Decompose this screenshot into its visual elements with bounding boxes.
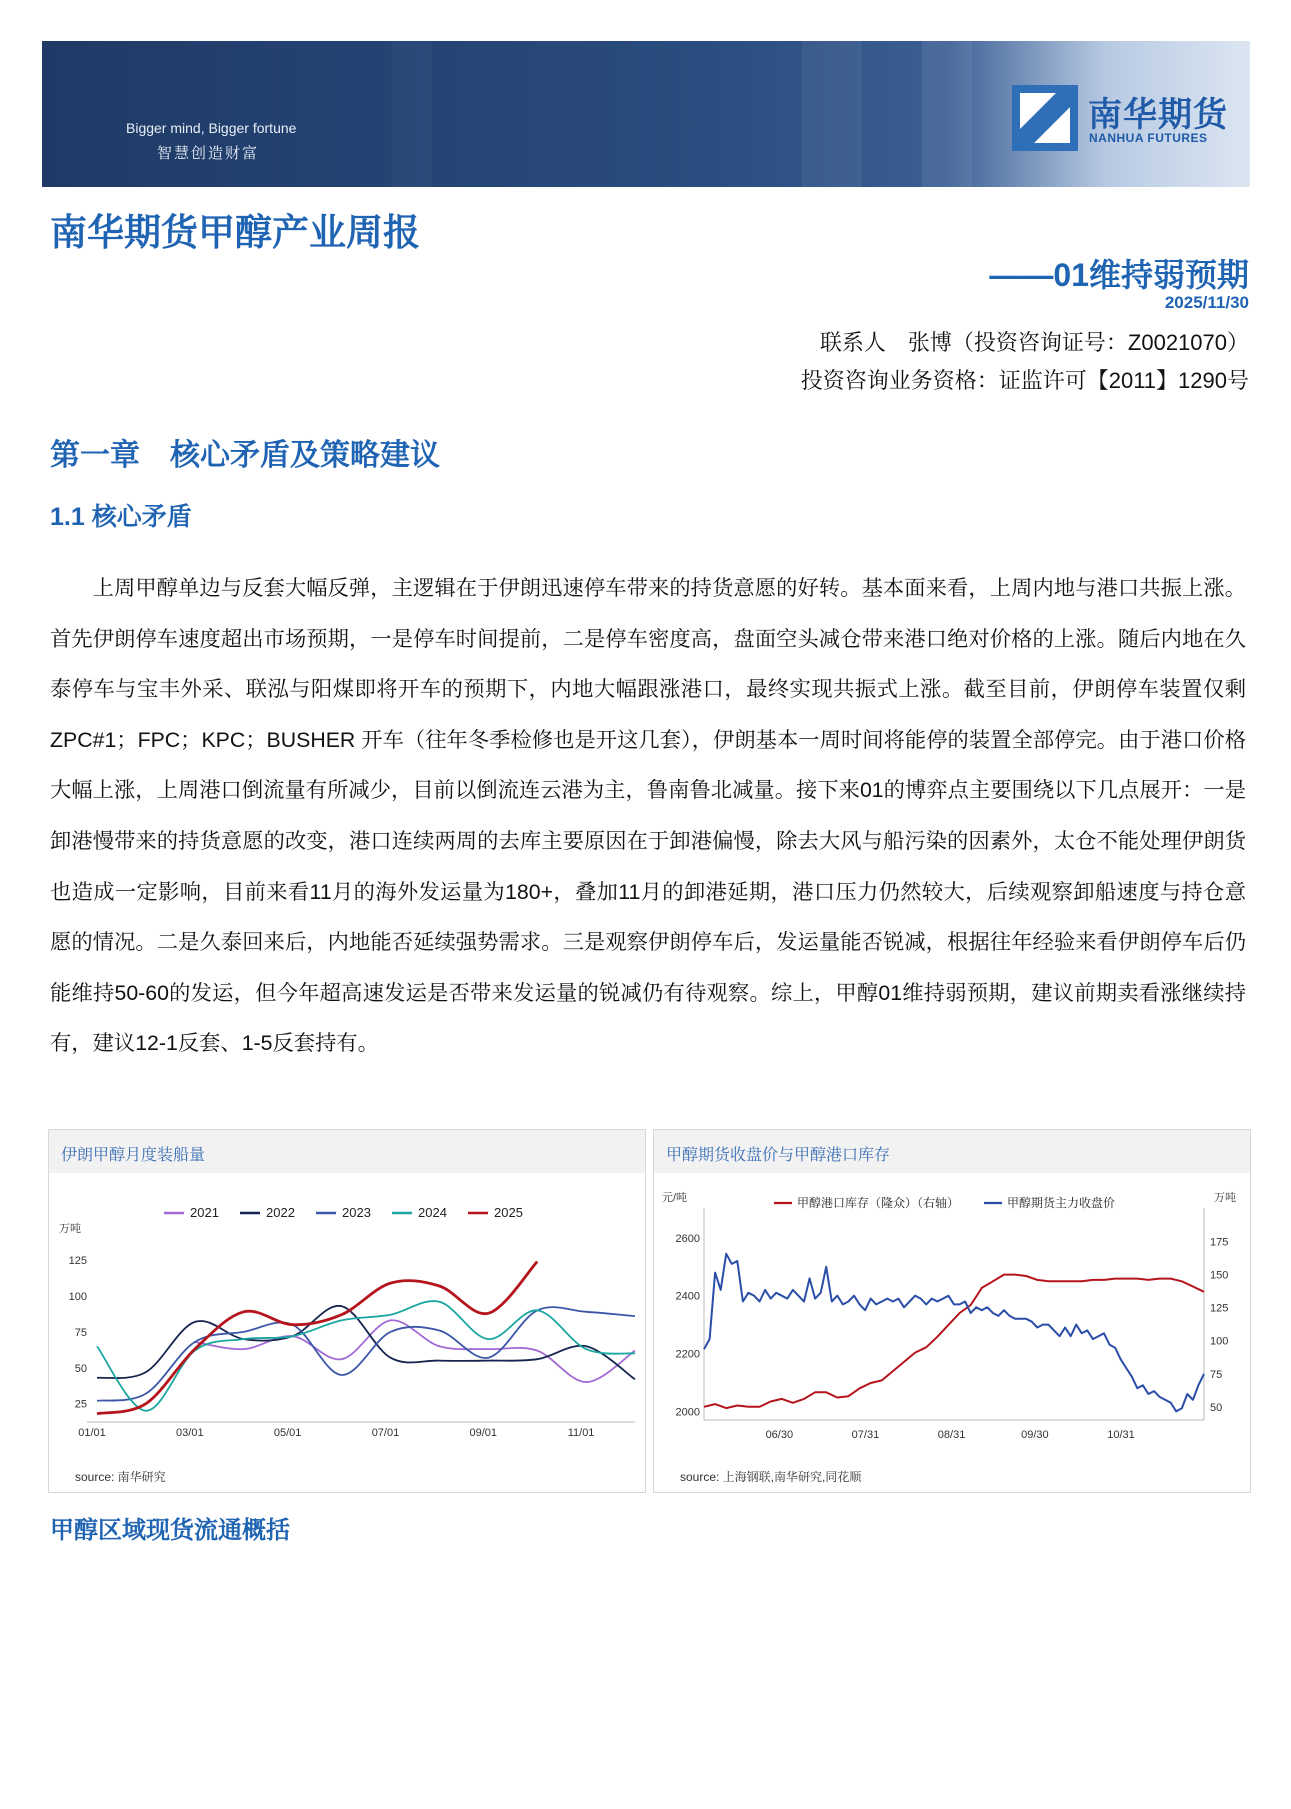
legend-label: 2024 [418, 1205, 447, 1220]
header-banner [42, 41, 1250, 187]
y-tick-label-left: 2000 [675, 1406, 700, 1419]
body-paragraph: 上周甲醇单边与反套大幅反弹，主逻辑在于伊朗迅速停车带来的持货意愿的好转。基本面来看，上周内地与港口共振上涨。首先伊朗停车速度超出市场预期，一是停车时间提前，二是停车密度高，盘面空头减仓带来港口绝对价格的上涨。随后内地在久泰停车与宝丰外采、联泓与阳煤即将开车的预期下，内地大幅跟涨港口，最终实现共振式上涨。截至目前，伊朗停车装置仅剩 ZPC#1；FPC；KPC；BUSHER 开车（往年冬季检修也是开这几套），伊朗基本一周时间将能停的装置全部停完。由于港口价格大幅上涨，上周港口倒流量有所减少，目前以倒流连云港为主，鲁南鲁北减量。接下来01的博弈点主要围绕以下几点展开：一是卸港慢带来的持货意愿的改变，港口连续两周的去库主要原因在于卸港偏慢，除去大风与船污染的因素外，太仓不能处理伊朗货也造成一定影响，目前来看11月的海外发运量为180+，叠加11月的卸港延期，港口压力仍然较大，后续观察卸船速度与持仓意愿的情况。二是久泰回来后，内地能否延续强势需求。三是观察伊朗停车后，发运量能否锐减，根据往年经验来看伊朗停车后仍能维持50-60的发运，但今年超高速发运是否带来发运量的锐减仍有待观察。综上，甲醇01维持弱预期，建议前期卖看涨继续持有，建议12-1反套、1-5反套持有。 [50, 576, 1246, 1056]
y-axis-unit: 万吨 [59, 1223, 81, 1235]
logo-mark-icon [1012, 85, 1078, 151]
x-tick-label: 07/01 [371, 1427, 400, 1439]
x-tick-label: 11/01 [567, 1427, 595, 1439]
y-tick-label-left: 2600 [675, 1232, 700, 1245]
contact-info: 联系人 张博（投资咨询证号：Z0021070） [819, 330, 1249, 355]
y-tick-label-right: 75 [1210, 1368, 1223, 1381]
chart-panel-price-inventory [653, 1129, 1251, 1493]
legend-label: 甲醇港口库存（隆众）（右轴） [797, 1196, 960, 1210]
y-tick-label-right: 100 [1210, 1335, 1229, 1348]
legend-label: 2021 [190, 1205, 219, 1220]
y-tick-label-right: 125 [1210, 1302, 1229, 1315]
chart-panel-header [49, 1130, 645, 1173]
y-tick-label: 25 [74, 1398, 87, 1411]
y-tick-label: 75 [74, 1326, 87, 1339]
section-heading-2: 甲醇区域现货流通概括 [50, 1517, 290, 1544]
chart-panel-title: 甲醇期货收盘价与甲醇港口库存 [666, 1147, 891, 1164]
y-tick-label-left: 2200 [675, 1348, 700, 1361]
y-tick-label-left: 2400 [675, 1290, 700, 1303]
x-tick-label: 05/01 [273, 1427, 302, 1439]
legend-label: 2023 [342, 1205, 371, 1220]
y-tick-label-right: 50 [1210, 1401, 1223, 1414]
chart-panel-shipments [48, 1129, 646, 1493]
x-tick-label: 08/31 [937, 1429, 966, 1441]
chart-panel-title: 伊朗甲醇月度装船量 [61, 1147, 206, 1164]
report-date: 2025/11/30 [1164, 293, 1249, 312]
y-tick-label: 50 [74, 1362, 87, 1375]
tagline-cn: 智慧创造财富 [157, 145, 260, 162]
y-tick-label: 100 [68, 1291, 87, 1304]
series-line-price [704, 1254, 1204, 1412]
license-info: 投资咨询业务资格：证监许可【2011】1290号 [800, 368, 1249, 393]
chart-source: source: 上海钢联,南华研究,同花顺 [680, 1470, 862, 1484]
report-subtitle: ——01维持弱预期 [989, 257, 1249, 293]
section-heading: 1.1 核心矛盾 [50, 503, 192, 531]
x-tick-label: 01/01 [78, 1427, 106, 1439]
x-tick-label: 09/01 [469, 1427, 498, 1439]
shipment-line-chart [49, 1175, 645, 1455]
y-tick-label-right: 150 [1210, 1269, 1229, 1282]
company-logo [1012, 85, 1242, 151]
x-tick-label: 10/31 [1107, 1429, 1135, 1441]
chart-source: source: 南华研究 [75, 1470, 166, 1484]
x-tick-label: 06/30 [765, 1429, 794, 1441]
y-tick-label-right: 175 [1210, 1236, 1229, 1249]
legend-label: 2022 [266, 1205, 295, 1220]
tagline-en: Bigger mind, Bigger fortune [126, 120, 297, 136]
x-tick-label: 03/01 [176, 1427, 204, 1439]
series-line-2021 [195, 1320, 635, 1382]
y-axis-unit-left: 元/吨 [662, 1192, 688, 1204]
legend-label: 甲醇期货主力收盘价 [1007, 1196, 1116, 1210]
report-title: 南华期货甲醇产业周报 [50, 212, 420, 253]
y-tick-label: 125 [68, 1255, 87, 1268]
chart-panel-header [654, 1130, 1250, 1173]
chapter-heading: 第一章 核心矛盾及策略建议 [50, 439, 440, 472]
x-tick-label: 09/30 [1021, 1429, 1049, 1441]
x-tick-label: 07/31 [851, 1429, 880, 1441]
legend-label: 2025 [494, 1205, 523, 1220]
logo-text-en: NANHUA FUTURES [1089, 131, 1208, 145]
y-axis-unit-right: 万吨 [1214, 1192, 1236, 1204]
price-inventory-line-chart [654, 1175, 1250, 1455]
series-line-2025 [97, 1262, 537, 1414]
logo-text-cn: 南华期货 [1088, 96, 1228, 134]
